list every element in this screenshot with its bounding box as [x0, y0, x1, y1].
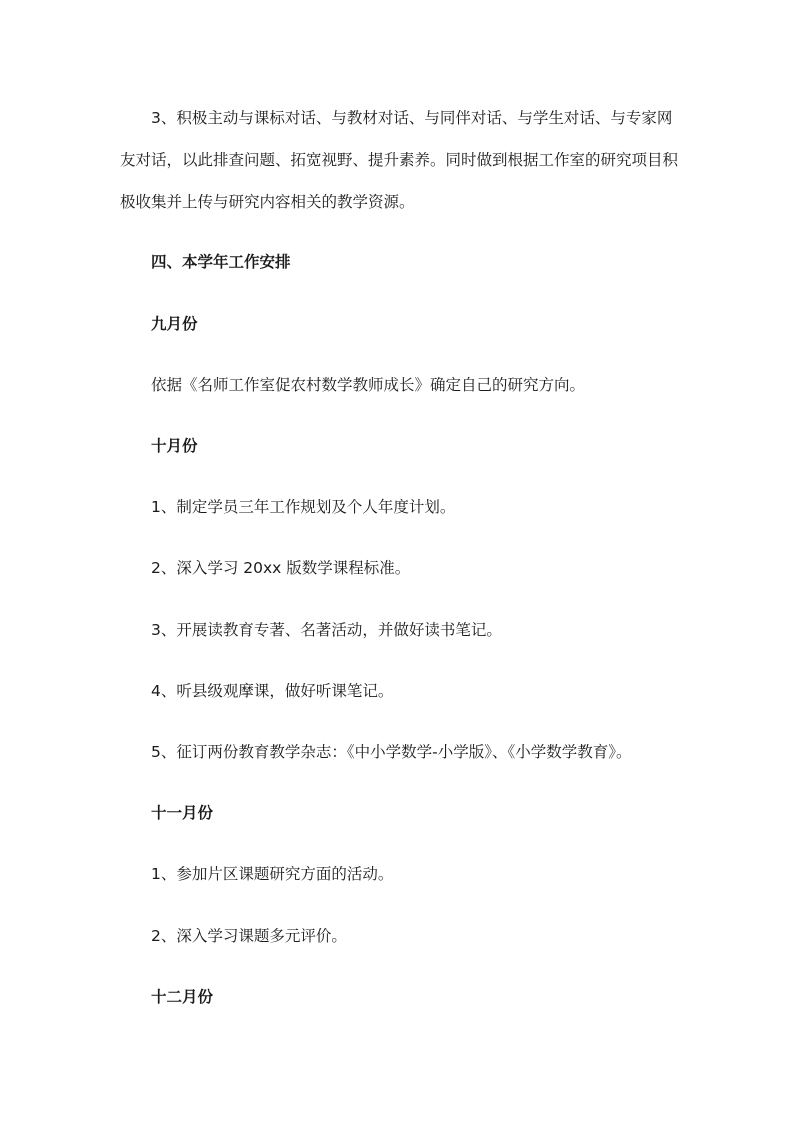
- november-item: 2、深入学习课题多元评价。: [151, 927, 347, 945]
- intro-paragraph: 3、积极主动与课标对话、与教材对话、与同伴对话、与学生对话、与专家网友对话，以此排查问题、拓宽视野、提升素养。同时做到根据工作室的研究项目积极收集并上传与研究内容相关的教学资源。: [120, 109, 679, 211]
- october-item: 4、听县级观摩课，做好听课笔记。: [151, 682, 394, 700]
- september-item: 依据《名师工作室促农村数学教师成长》确定自己的研究方向。: [151, 376, 586, 394]
- november-item: 1、参加片区课题研究方面的活动。: [151, 865, 394, 883]
- december-heading: 十二月份: [151, 988, 214, 1006]
- october-item: 3、开展读教育专著、名著活动，并做好读书笔记。: [151, 621, 502, 639]
- section-title: 四、本学年工作安排: [151, 253, 291, 271]
- october-item: 5、征订两份教育教学杂志：《中小学数学-小学版》、《小学数学教育》。: [151, 743, 632, 761]
- november-heading: 十一月份: [151, 804, 214, 822]
- october-item: 1、制定学员三年工作规划及个人年度计划。: [151, 498, 456, 516]
- september-heading: 九月份: [151, 315, 198, 333]
- october-item: 2、深入学习 20xx 版数学课程标准。: [151, 559, 411, 577]
- october-heading: 十月份: [151, 437, 198, 455]
